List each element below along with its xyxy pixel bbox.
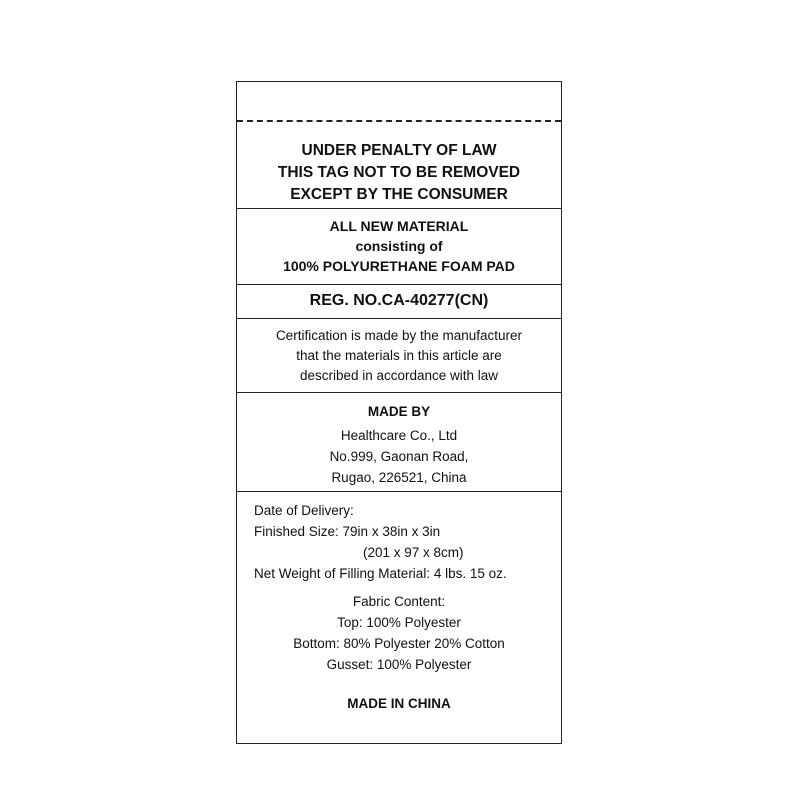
material-line: consisting of <box>355 238 443 254</box>
fabric-line: Gusset: 100% Polyester <box>326 657 472 672</box>
law-tag <box>236 81 562 744</box>
finished-size: Finished Size: 79in x 38in x 3in <box>254 524 441 539</box>
material-section <box>237 208 561 284</box>
certification-line: described in accordance with law <box>299 368 499 383</box>
warning-line: EXCEPT BY THE CONSUMER <box>290 186 508 203</box>
maker-line: Rugao, 226521, China <box>331 470 467 485</box>
warning-section <box>237 140 561 210</box>
fabric-heading: Fabric Content: <box>352 594 446 609</box>
maker-line: Healthcare Co., Ltd <box>340 428 458 443</box>
warning-line: THIS TAG NOT TO BE REMOVED <box>277 164 521 181</box>
finished-size-metric: (201 x 97 x 8cm) <box>363 545 464 560</box>
warning-line: UNDER PENALTY OF LAW <box>301 142 497 159</box>
registration-number: REG. NO.CA-40277(CN) <box>309 292 489 309</box>
fabric-line: Bottom: 80% Polyester 20% Cotton <box>293 636 505 651</box>
certification-section <box>237 318 561 392</box>
made-in-label: MADE IN CHINA <box>347 696 451 711</box>
fabric-line: Top: 100% Polyester <box>337 615 461 630</box>
filling-weight: Net Weight of Filling Material: 4 lbs. 15 oz. <box>254 566 507 581</box>
maker-line: No.999, Gaonan Road, <box>329 449 469 464</box>
certification-line: Certification is made by the manufacturer <box>275 328 523 343</box>
material-line: 100% POLYURETHANE FOAM PAD <box>283 258 515 274</box>
material-line: ALL NEW MATERIAL <box>329 218 469 234</box>
maker-heading: MADE BY <box>367 404 431 419</box>
details-section <box>237 491 561 743</box>
delivery-date: Date of Delivery: <box>254 503 354 518</box>
tear-line <box>237 120 561 122</box>
registration-section <box>237 284 561 318</box>
maker-section <box>237 392 561 491</box>
certification-line: that the materials in this article are <box>296 348 502 363</box>
